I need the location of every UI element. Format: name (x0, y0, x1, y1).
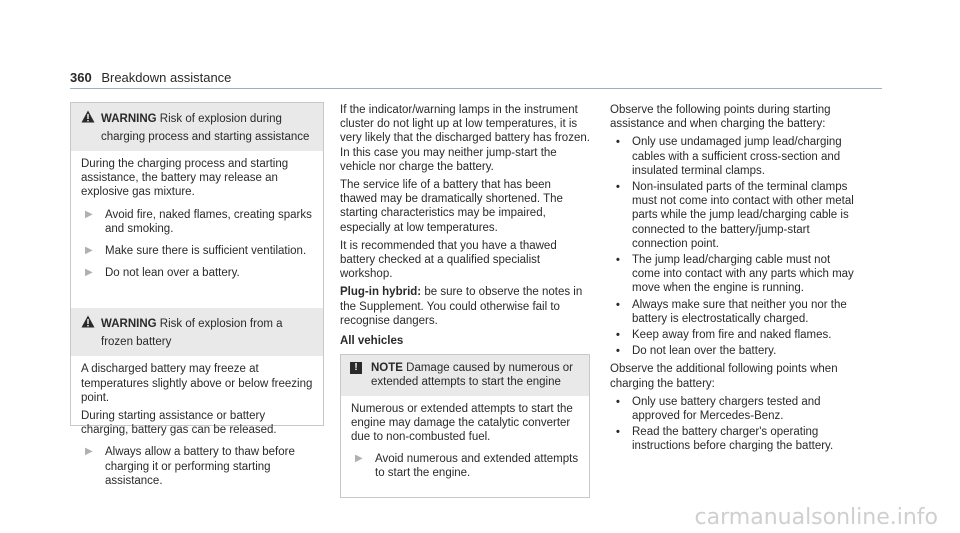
page-number: 360 (70, 70, 92, 85)
note-box (340, 354, 590, 497)
list-item: • Keep away from fire and naked flames. (616, 329, 832, 342)
warning-text: During the charging process and starting assistance, the battery may release an explosive gas mixture. (81, 158, 289, 199)
warning-title: Risk of explosion from a frozen battery (101, 318, 283, 349)
paragraph: Observe the following points during starting assistance and when charging the battery: (610, 104, 831, 131)
step-item: ▶ Make sure there is sufficient ventilation. (81, 244, 313, 258)
watermark: carmanualsonline.info (694, 505, 938, 530)
warning-frozen-battery-body (71, 356, 323, 504)
list-item: • Only use undamaged jump lead/charging cables with a sufficient cross-section and insulated terminal clamps. (616, 136, 842, 177)
note-title: Damage caused by numerous or extended attempts to start the engine (371, 362, 573, 389)
arrow-right-icon: ▶ (85, 245, 93, 257)
paragraph: It is recommended that you have a thawed battery checked at a qualified specialist workshop. (340, 239, 557, 281)
page-header (70, 70, 231, 85)
warning-frozen-battery-header (71, 308, 323, 356)
warning-text: A discharged battery may freeze at temperatures slightly above or below freezing point. (81, 363, 313, 404)
subheading: All vehicles (340, 335, 404, 348)
warning-triangle-icon (81, 110, 95, 123)
warning-explosion-charging-header (71, 103, 323, 151)
step-item: ▶ Avoid numerous and extended attempts to start the engine. (351, 452, 579, 480)
paragraph: Observe the additional following points when charging the battery: (610, 363, 838, 390)
header-rule (70, 88, 882, 89)
warning-title: Risk of explosion during charging process and starting assistance (101, 113, 310, 143)
warning-text: During starting assistance or battery charging, battery gas can be released. (81, 410, 277, 437)
section-title: Breakdown assistance (101, 70, 232, 85)
note-label: NOTE (371, 362, 403, 375)
arrow-right-icon: ▶ (85, 208, 93, 220)
list-item: • Always make sure that neither you nor the battery is electrostatically charged. (616, 298, 847, 325)
list-item: • Non-insulated parts of the terminal clamps must not come into contact with other metal parts while the jump lead/charging cable is connected to the battery/jump-start connection point. (616, 181, 854, 250)
list-item: • Read the battery charger's operating instructions before charging the battery. (616, 426, 834, 453)
paragraph: If the indicator/warning lamps in the instrument cluster do not light up at low temperatures, it is very likely that the discharged battery has frozen. In this case you may neither jump-start the vehicle nor charge the battery. (340, 104, 590, 173)
warning-label: WARNING (101, 318, 157, 331)
exclamation-icon: ! (350, 362, 362, 374)
middle-column (340, 103, 590, 498)
paragraph-plugin-hybrid: Plug-in hybrid: be sure to observe the notes in the Supplement. You could otherwise fail to recognise dangers. (340, 286, 583, 327)
step-item: ▶ Avoid fire, naked flames, creating sparks and smoking. (81, 208, 313, 236)
warning-label: WARNING (101, 113, 157, 125)
arrow-right-icon: ▶ (355, 453, 363, 465)
paragraph: The service life of a battery that has been thawed may be dramatically shortened. The starting characteristics may be impaired, especially at low temperatures. (340, 179, 563, 234)
step-item: ▶ Always allow a battery to thaw before charging it or performing starting assistance. (81, 445, 313, 488)
warning-explosion-charging-body (71, 151, 323, 296)
list-item: • Do not lean over the battery. (616, 345, 777, 358)
arrow-right-icon: ▶ (85, 446, 93, 458)
list-item: • The jump lead/charging cable must not come into contact with any parts which may move when the engine is running. (616, 254, 854, 295)
bullet-list (610, 135, 860, 358)
step-item: ▶ Do not lean over a battery. (81, 266, 313, 280)
note-text: Numerous or extended attempts to start the engine may damage the catalytic converter due to non-combusted fuel. (351, 402, 573, 444)
arrow-right-icon: ▶ (85, 267, 93, 279)
bullet-list (610, 395, 860, 454)
warning-triangle-icon (81, 315, 95, 328)
note-header (341, 355, 589, 395)
warning-box-column (70, 102, 324, 487)
list-item: • Only use battery chargers tested and approved for Mercedes-Benz. (616, 395, 821, 423)
note-body (341, 396, 589, 497)
right-column (610, 103, 860, 458)
